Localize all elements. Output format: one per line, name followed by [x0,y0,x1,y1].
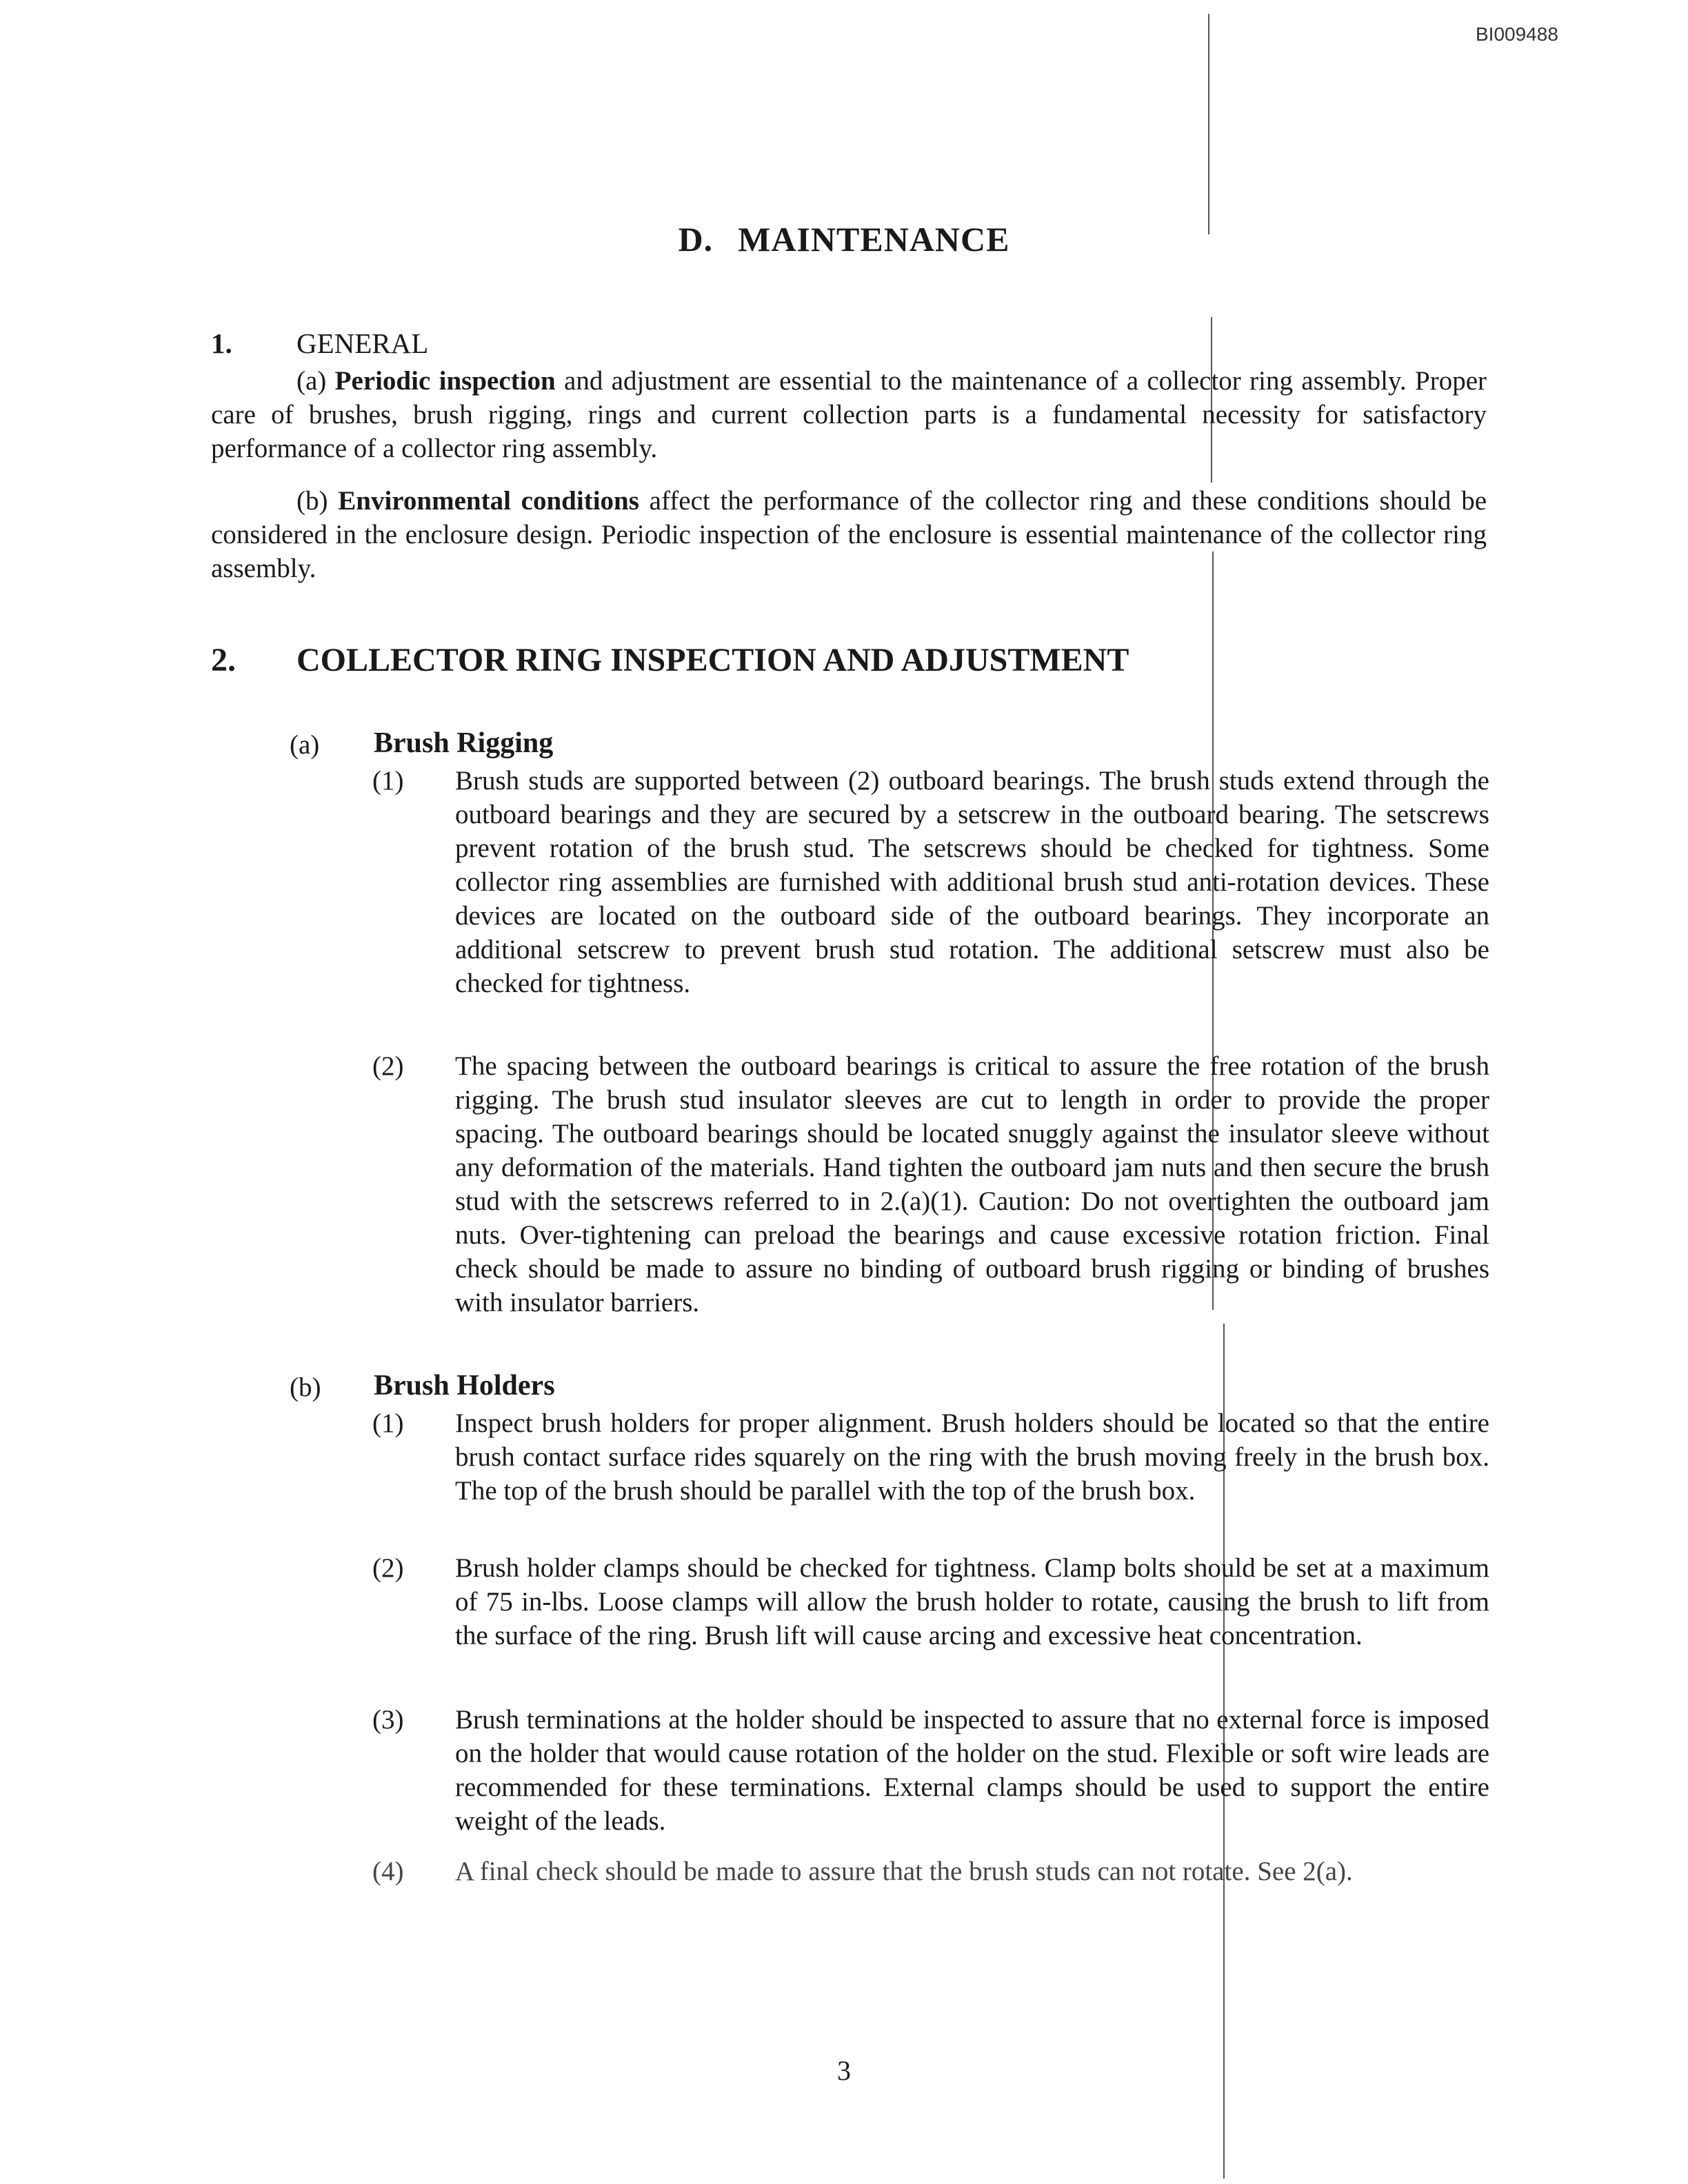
item-number: (1) [372,1408,404,1438]
subsection-heading: Brush Rigging [374,727,554,759]
title-text: MAINTENANCE [738,220,1010,259]
scan-artifact-line [1208,14,1209,234]
item-text: Brush terminations at the holder should be inspected to assure that no external force is imposed on the holder that would cause rotation of the holder on the stud. Flexible or soft wire leads are recommended for these terminations. External clamps should be used to support the entire weight of the leads. [455,1705,1489,1836]
item-number: (2) [372,1051,404,1081]
item-text: The spacing between the outboard bearings is critical to assure the free rotation of the brush rigging. The brush stud insulator sleeves are cut to length in order to provide the proper spacing. The outboard bearings should be located snuggly against the insulator sleeve without any deformation of the materials. Hand tighten the outboard jam nuts and then secure the brush stud with the setscrews referred to in 2.(a)(1). Caution: Do not overtighten the outboard jam nuts. Over-tightening can preload the bearings and cause excessive rotation friction. Final check should be made to assure no binding of outboard brush rigging or binding of brushes with insulator barriers. [455,1051,1489,1317]
item-text: Brush holder clamps should be checked for tightness. Clamp bolts should be set at a maximum of 75 in-lbs. Loose clamps will allow the brush holder to rotate, causing the brush to lift from the surface of the ring. Brush lift will cause arcing and excessive heat concentration. [455,1553,1489,1650]
paragraph-emphasis: Periodic inspection [334,366,556,396]
subsection-letter: (a) [290,730,320,760]
item-number: (3) [372,1705,404,1735]
subsection-letter: (b) [290,1373,321,1402]
section-number: 1. [211,327,232,359]
item-number: (1) [372,766,404,796]
subsection-heading: Brush Holders [374,1370,555,1402]
paragraph-text: and adjustment are essential to the maintenance of a collector ring assembly. Proper care of brushes, brush rigging, rings and current collection parts is a fundamental necessity for satisfactory performance of a collector ring assembly. [211,366,1487,463]
item-number: (4) [372,1857,404,1886]
item-text: Brush studs are supported between (2) outboard bearings. The brush studs extend through the outboard bearings and they are secured by a setscrew in the outboard bearing. The setscrews prevent rotation of the brush stud. The setscrews should be checked for tightness. Some collector ring assemblies are furnished with additional brush stud anti-rotation devices. These devices are located on the outboard side of the outboard bearings. They incorporate an additional setscrew to prevent brush stud rotation. The additional setscrew must also be checked for tightness. [455,766,1489,998]
paragraph-emphasis: Environmental conditions [338,486,639,516]
page-number: 3 [837,2055,851,2086]
paragraph-1a [211,364,1487,465]
document-id: BI009488 [1476,23,1558,45]
section-title: GENERAL [297,327,429,359]
paragraph-text: affect the performance of the collector ring and these conditions should be considered in the enclosure design. Periodic inspection of the enclosure is essential maintenance of the collector ring assembly. [211,486,1487,583]
item-number: (2) [372,1553,404,1583]
section-title: COLLECTOR RING INSPECTION AND ADJUSTMENT [297,642,1129,678]
paragraph-1b [211,484,1487,585]
paragraph-label: (b) [297,486,328,516]
page-title [0,219,1688,259]
section-number: 2. [211,642,236,678]
title-letter: D. [678,220,714,259]
item-text: A final check should be made to assure that the brush studs can not rotate. See 2(a). [455,1857,1353,1886]
paragraph-label: (a) [297,366,327,396]
item-text: Inspect brush holders for proper alignment. Brush holders should be located so that the entire brush contact surface rides squarely on the ring with the brush moving freely in the brush box. The top of the brush should be parallel with the top of the brush box. [455,1408,1489,1506]
